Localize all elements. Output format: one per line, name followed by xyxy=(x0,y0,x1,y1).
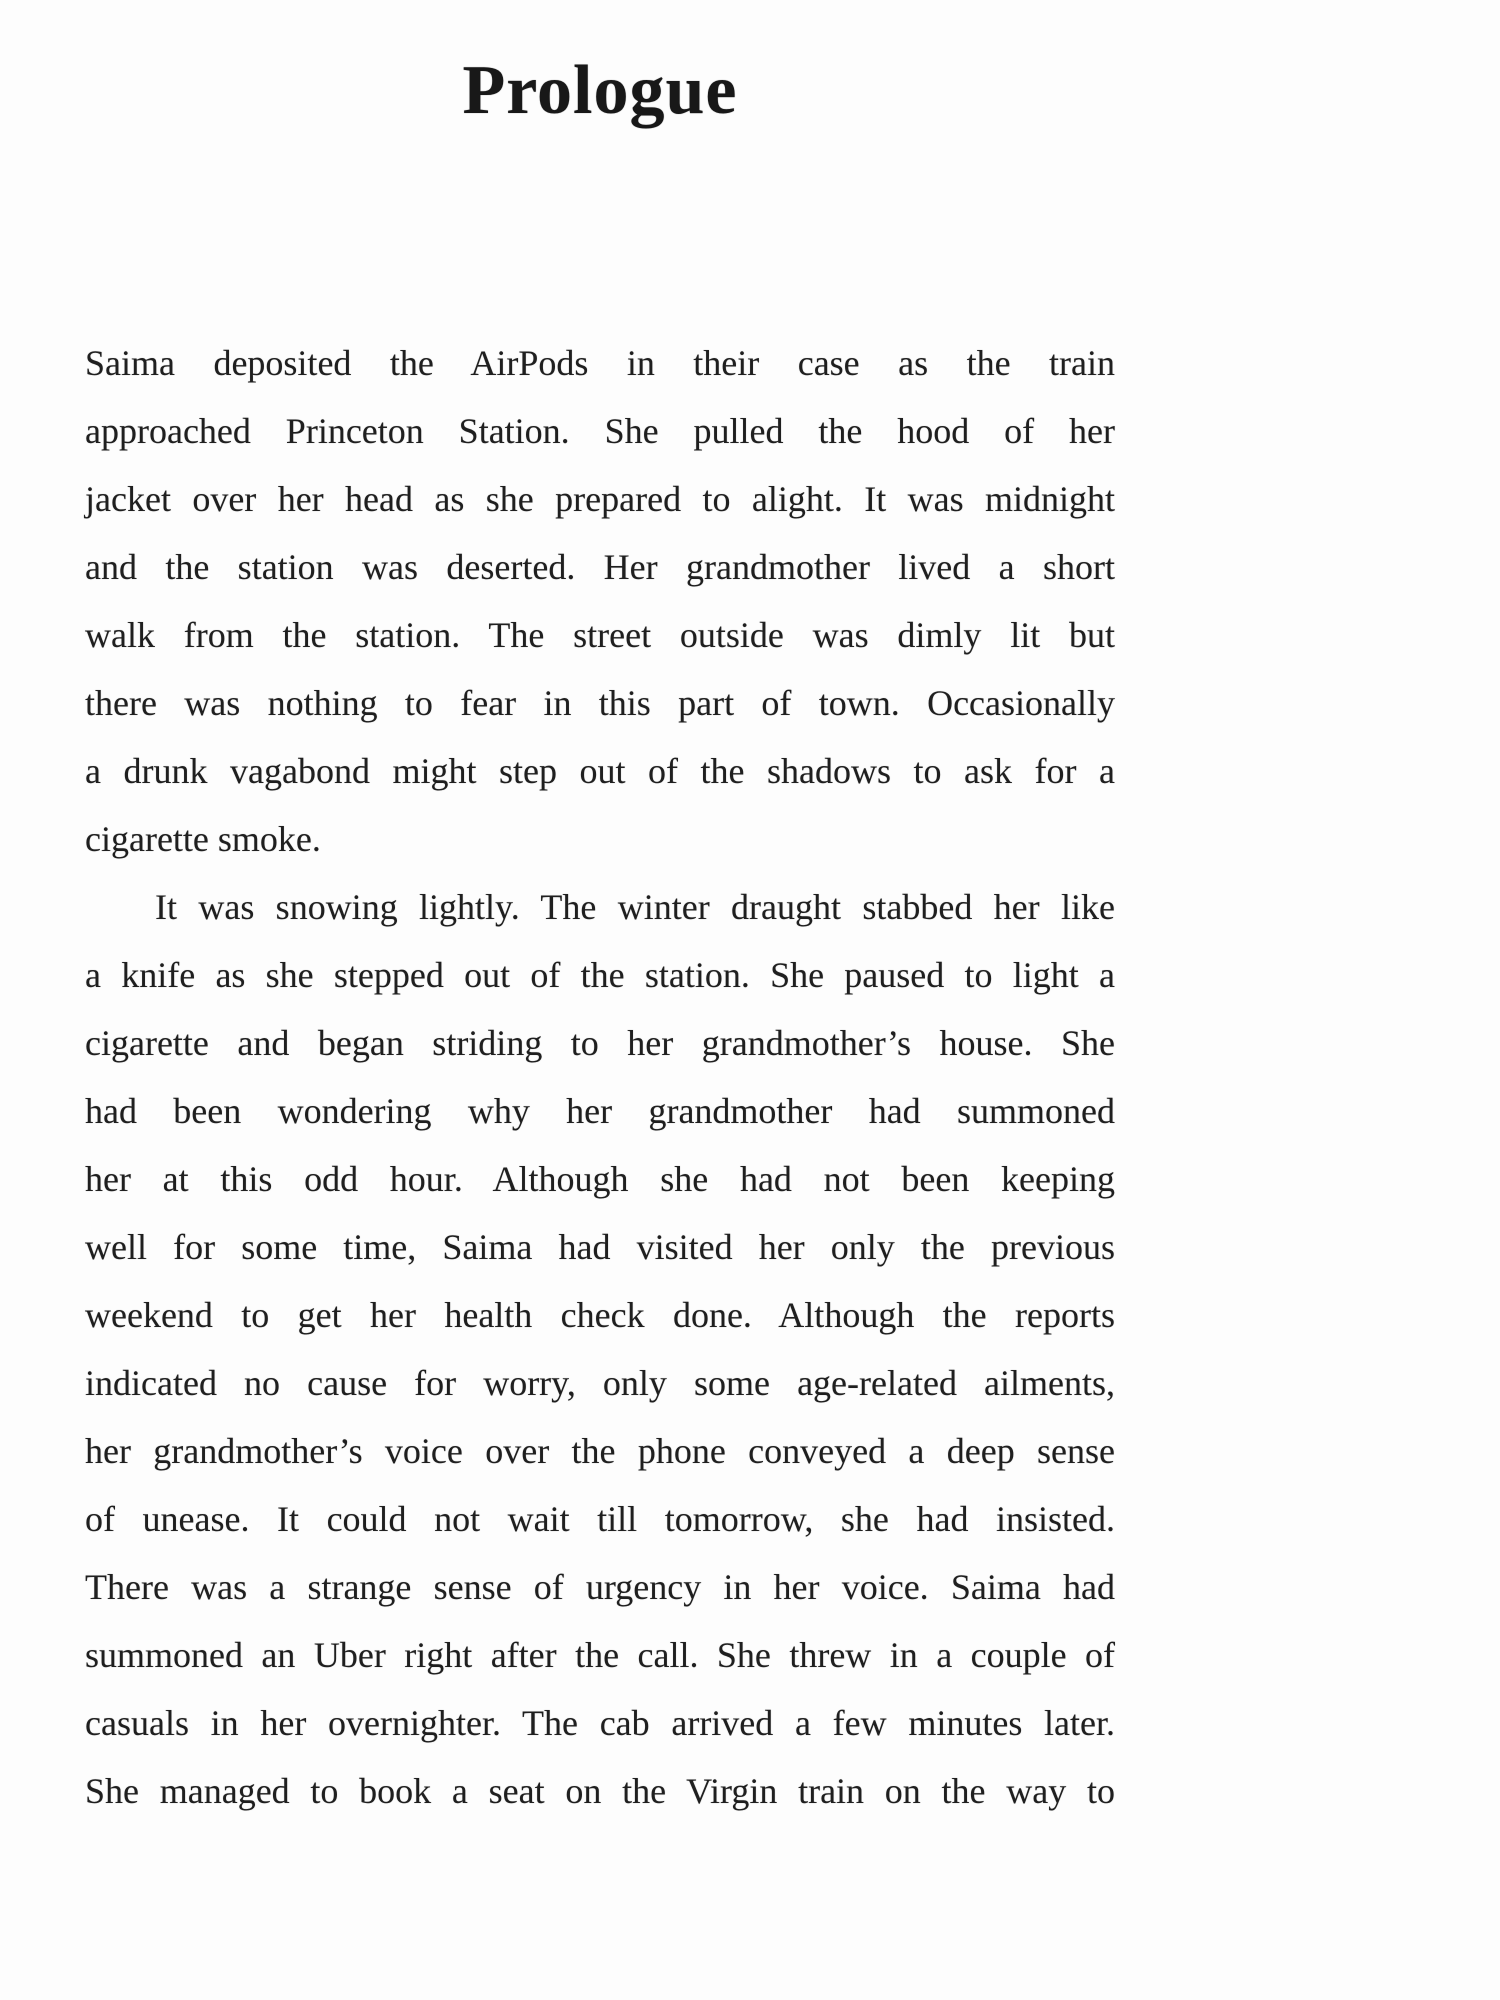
paragraph-1 xyxy=(85,329,1115,873)
text-line: It was snowing lightly. The winter draught stabbed her like xyxy=(155,887,1115,927)
text-line: a knife as she stepped out of the station. She paused to light a xyxy=(85,955,1115,995)
text-line: She managed to book a seat on the Virgin train on the way to xyxy=(85,1771,1115,1811)
text-line: and the station was deserted. Her grandmother lived a short xyxy=(85,547,1115,587)
text-line: weekend to get her health check done. Although the reports xyxy=(85,1295,1115,1335)
text-line: walk from the station. The street outside was dimly lit but xyxy=(85,615,1115,655)
text-line: a drunk vagabond might step out of the shadows to ask for a xyxy=(85,751,1115,791)
text-line: there was nothing to fear in this part of town. Occasionally xyxy=(85,683,1115,723)
text-line: cigarette and began striding to her grandmother’s house. She xyxy=(85,1023,1115,1063)
text-line: well for some time, Saima had visited her only the previous xyxy=(85,1227,1115,1267)
page-body xyxy=(85,329,1115,1825)
text-line: her at this odd hour. Although she had not been keeping xyxy=(85,1159,1115,1199)
text-line: indicated no cause for worry, only some age-related ailments, xyxy=(85,1363,1115,1403)
chapter-title: Prologue xyxy=(462,52,738,129)
text-line: There was a strange sense of urgency in her voice. Saima had xyxy=(85,1567,1115,1607)
text-line: cigarette smoke. xyxy=(85,819,321,859)
text-line: had been wondering why her grandmother had summoned xyxy=(85,1091,1115,1131)
text-line: approached Princeton Station. She pulled the hood of her xyxy=(85,411,1115,451)
text-line: casuals in her overnighter. The cab arrived a few minutes later. xyxy=(85,1703,1115,1743)
text-line: summoned an Uber right after the call. She threw in a couple of xyxy=(85,1635,1115,1675)
text-line: of unease. It could not wait till tomorrow, she had insisted. xyxy=(85,1499,1115,1539)
text-line: jacket over her head as she prepared to alight. It was midnight xyxy=(85,479,1115,519)
text-line: Saima deposited the AirPods in their case as the train xyxy=(85,343,1115,383)
text-column xyxy=(85,0,1115,1825)
paragraph-2 xyxy=(85,873,1115,1825)
text-line: her grandmother’s voice over the phone conveyed a deep sense xyxy=(85,1431,1115,1471)
